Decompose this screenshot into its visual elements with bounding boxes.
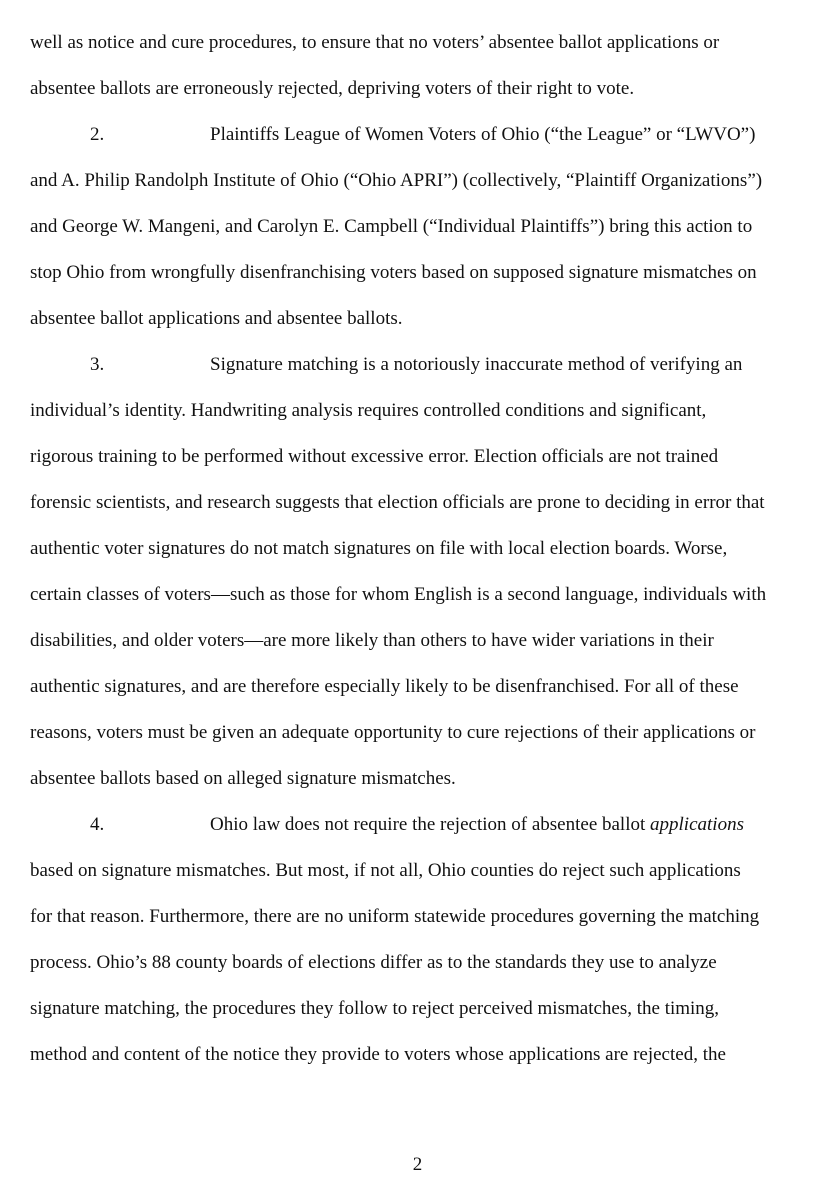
text-line: process. Ohio’s 88 county boards of elections differ as to the standards they use to analyze: [30, 952, 717, 973]
paragraph-number: 4.: [90, 814, 105, 835]
text-line: signature matching, the procedures they follow to reject perceived mismatches, the timing,: [30, 998, 720, 1019]
text-line: individual’s identity. Handwriting analysis requires controlled conditions and significant,: [30, 400, 707, 421]
text-line: method and content of the notice they provide to voters whose applications are rejected, the: [30, 1044, 726, 1065]
text-line: Plaintiffs League of Women Voters of Ohio (“the League” or “LWVO”): [210, 124, 756, 145]
text-line: absentee ballot applications and absentee ballots.: [30, 308, 403, 329]
text-line: forensic scientists, and research suggests that election officials are prone to deciding in error that: [30, 492, 765, 513]
page-number: 2: [412, 1154, 423, 1175]
text-line: [210, 813, 744, 837]
text-line: well as notice and cure procedures, to ensure that no voters’ absentee ballot applications or: [30, 32, 720, 53]
text-line: rigorous training to be performed without excessive error. Election officials are not trained: [30, 446, 719, 467]
text-segment: Ohio law does not require the rejection of absentee ballot: [210, 814, 651, 835]
text-line: stop Ohio from wrongfully disenfranchising voters based on supposed signature mismatches on: [30, 262, 757, 283]
italic-emphasis: applications: [650, 814, 744, 835]
text-line: authentic signatures, and are therefore especially likely to be disenfranchised. For all of these: [30, 676, 739, 697]
text-line: reasons, voters must be given an adequate opportunity to cure rejections of their applications or: [30, 722, 756, 743]
text-line: certain classes of voters—such as those for whom English is a second language, individuals with: [30, 584, 767, 605]
text-line: based on signature mismatches. But most, if not all, Ohio counties do reject such applications: [30, 860, 741, 881]
text-line: and George W. Mangeni, and Carolyn E. Campbell (“Individual Plaintiffs”) bring this action to: [30, 216, 753, 237]
text-line: disabilities, and older voters—are more likely than others to have wider variations in their: [30, 630, 714, 651]
text-line: absentee ballots based on alleged signature mismatches.: [30, 768, 456, 789]
text-line: and A. Philip Randolph Institute of Ohio (“Ohio APRI”) (collectively, “Plaintiff Organizations”): [30, 170, 763, 191]
text-line: Signature matching is a notoriously inaccurate method of verifying an: [210, 354, 743, 375]
text-line: absentee ballots are erroneously rejected, depriving voters of their right to vote.: [30, 78, 635, 99]
paragraph-number: 2.: [90, 124, 105, 145]
text-line: for that reason. Furthermore, there are no uniform statewide procedures governing the matching: [30, 906, 760, 927]
paragraph-number: 3.: [90, 354, 105, 375]
text-line: authentic voter signatures do not match signatures on file with local election boards. Worse,: [30, 538, 728, 559]
